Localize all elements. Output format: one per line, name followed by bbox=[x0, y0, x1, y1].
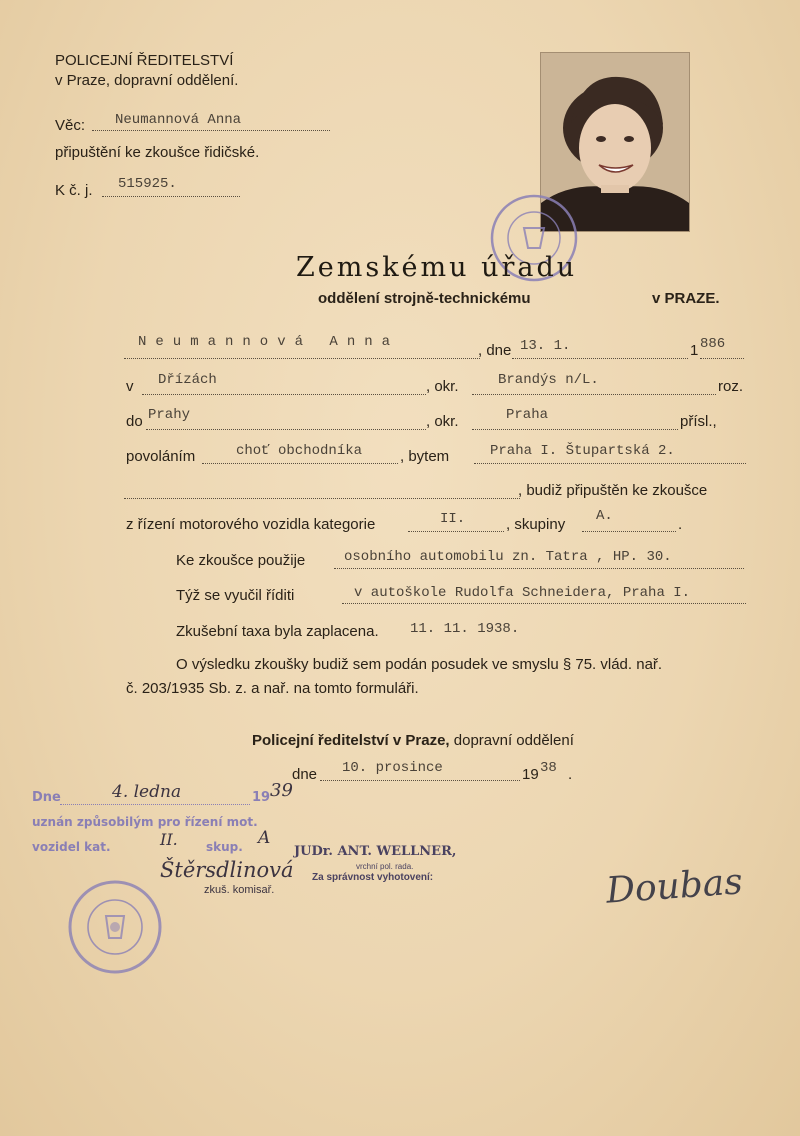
commissioner-seal bbox=[66, 878, 164, 976]
vec-subject: připuštění ke zkoušce řidičské. bbox=[55, 144, 260, 161]
residence-dotted-line bbox=[474, 463, 746, 464]
school-value: v autoškole Rudolfa Schneidera, Praha I. bbox=[354, 585, 691, 601]
category-period: . bbox=[678, 516, 683, 533]
occupation-label: povoláním bbox=[126, 448, 196, 465]
blank-dotted-line bbox=[124, 498, 520, 499]
fee-label: Zkušební taxa byla zaplacena. bbox=[176, 623, 379, 640]
correctness-note: Za správnost vyhotovení: bbox=[312, 872, 434, 883]
header-department: v Praze, dopravní oddělení. bbox=[55, 72, 239, 89]
okr1-dotted-line bbox=[472, 394, 716, 395]
footer-authority bbox=[252, 732, 574, 749]
birth-date-dotted-line bbox=[512, 358, 688, 359]
roz-label: roz. bbox=[718, 378, 744, 395]
vehicle-label: Ke zkoušce použije bbox=[176, 552, 306, 569]
footer-year-prefix: 19 bbox=[522, 766, 539, 783]
residence-label: , bytem bbox=[400, 448, 450, 465]
addressee-city: v PRAZE. bbox=[652, 290, 720, 307]
birth-year-prefix: 1 bbox=[690, 342, 699, 359]
school-label: Týž se vyučil říditi bbox=[176, 587, 295, 604]
okr1-label: , okr. bbox=[426, 378, 459, 395]
school-dotted-line bbox=[342, 603, 746, 604]
group-value: A. bbox=[596, 508, 613, 524]
vec-dotted-line bbox=[92, 130, 330, 131]
result-text-line1: O výsledku zkoušky budiž sem podán posudek ve smyslu § 75. vlád. nař. bbox=[176, 656, 663, 673]
birthplace-value: Dřízách bbox=[158, 372, 217, 388]
name-dotted-line bbox=[124, 358, 480, 359]
birthplace-label: v bbox=[126, 378, 134, 395]
occupation-value: choť obchodníka bbox=[236, 443, 363, 459]
exam-category-value: II. bbox=[160, 830, 178, 849]
domicile-value: Prahy bbox=[148, 407, 191, 423]
commissioner-signature: Štěrsdlinová bbox=[160, 858, 294, 882]
footer-date-label: dne bbox=[292, 766, 318, 783]
birth-day-month: 13. 1. bbox=[520, 338, 571, 354]
exam-group-value: A bbox=[258, 828, 271, 848]
official-signature: Doubas bbox=[604, 861, 744, 912]
footer-year-suffix: 38 bbox=[540, 760, 557, 776]
fee-value: 11. 11. 1938. bbox=[410, 621, 520, 637]
result-text-line2: č. 203/1935 Sb. z. a nař. na tomto formuláři. bbox=[126, 680, 419, 697]
exam-result-text: uznán způsobilým pro řízení mot. bbox=[32, 815, 258, 829]
footer-authority-bold: Policejní ředitelství v Praze, bbox=[252, 732, 450, 749]
vehicle-dotted-line bbox=[334, 568, 744, 569]
exam-date-dotted-line bbox=[60, 804, 250, 805]
residence-value: Praha I. Štupartská 2. bbox=[490, 443, 675, 459]
vec-value: Neumannová Anna bbox=[115, 112, 242, 128]
exam-date-label: Dne bbox=[32, 790, 61, 805]
exam-year-suffix: 39 bbox=[270, 780, 293, 801]
category-dotted-line bbox=[408, 531, 504, 532]
category-text: z řízení motorového vozidla kategorie bbox=[126, 516, 376, 533]
exam-year-prefix: 19 bbox=[252, 790, 271, 805]
okr2-value: Praha bbox=[506, 407, 549, 423]
domicile-label: do bbox=[126, 413, 143, 430]
addressee-title: Zemskému úřadu bbox=[296, 252, 578, 283]
officer-name: JUDr. ANT. WELLNER, bbox=[294, 844, 457, 859]
kcj-dotted-line bbox=[102, 196, 240, 197]
group-label: , skupiny bbox=[506, 516, 566, 533]
exam-category-label: vozidel kat. bbox=[32, 840, 111, 854]
admission-text: , budiž připuštěn ke zkoušce bbox=[518, 482, 708, 499]
birth-year-dotted-line bbox=[700, 358, 744, 359]
birthplace-dotted-line bbox=[142, 394, 426, 395]
exam-date-value: 4. ledna bbox=[112, 782, 182, 802]
vehicle-value: osobního automobilu zn. Tatra , HP. 30. bbox=[344, 549, 672, 565]
kcj-value: 515925. bbox=[118, 176, 177, 192]
domicile-dotted-line bbox=[146, 429, 426, 430]
group-dotted-line bbox=[582, 531, 676, 532]
commissioner-title: zkuš. komisař. bbox=[204, 884, 275, 896]
category-value: II. bbox=[440, 511, 466, 527]
birth-date-label: , dne bbox=[478, 342, 512, 359]
okr2-label: , okr. bbox=[426, 413, 459, 430]
officer-title: vrchní pol. rada. bbox=[356, 862, 414, 871]
footer-authority-rest: dopravní oddělení bbox=[453, 732, 574, 749]
addressee-department: oddělení strojně-technickému bbox=[318, 290, 531, 307]
kcj-label: K č. j. bbox=[55, 182, 93, 199]
header-authority: POLICEJNÍ ŘEDITELSTVÍ bbox=[55, 52, 234, 69]
footer-year-period: . bbox=[568, 766, 573, 783]
okr1-value: Brandýs n/L. bbox=[498, 372, 599, 388]
occupation-dotted-line bbox=[202, 463, 398, 464]
footer-date-value: 10. prosince bbox=[342, 760, 443, 776]
vec-label: Věc: bbox=[55, 117, 86, 134]
prisl-label: přísl., bbox=[680, 413, 717, 430]
birth-year-suffix: 886 bbox=[700, 336, 726, 352]
applicant-name: Neumannová Anna bbox=[138, 334, 400, 350]
okr2-dotted-line bbox=[472, 429, 678, 430]
footer-date-dotted-line bbox=[320, 780, 520, 781]
exam-group-label: skup. bbox=[206, 840, 243, 854]
